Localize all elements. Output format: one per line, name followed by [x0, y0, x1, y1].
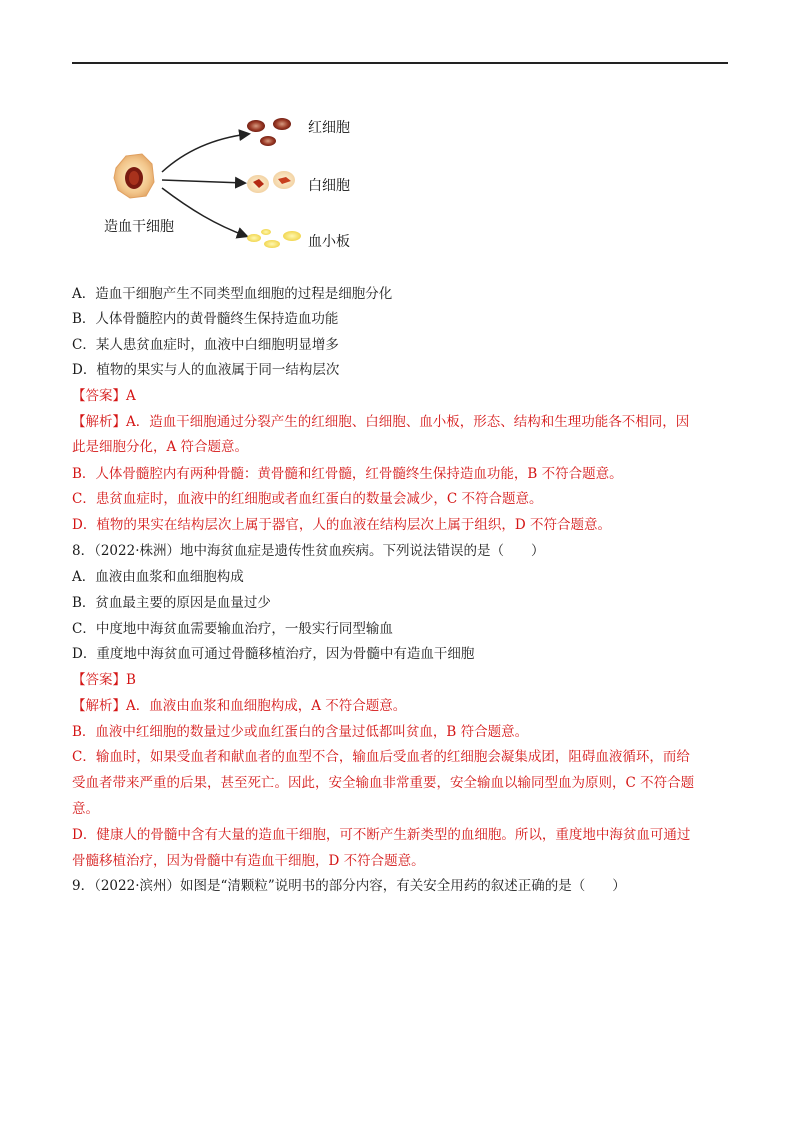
q7-analysis-line: D．植物的果实在结构层次上属于器官，人的血液在结构层次上属于组织，D 不符合题意。: [72, 517, 611, 533]
arrow-to-white: [162, 180, 244, 183]
red-blood-cells: [247, 118, 291, 146]
q7-analysis-line: 此是细胞分化，A 符合题意。: [72, 439, 249, 455]
q8-analysis-line: D．健康人的骨髓中含有大量的造血干细胞，可不断产生新类型的血细胞。所以，重度地中海贫血可通过: [72, 827, 691, 843]
q8-analysis-line: 意。: [72, 801, 99, 817]
differentiation-diagram: [96, 100, 376, 270]
platelet-label: 血小板: [308, 234, 350, 250]
q7-option-b: B．人体骨髓腔内的黄骨髓终生保持造血功能: [72, 311, 339, 327]
q8-option-d: D．重度地中海贫血可通过骨髓移植治疗，因为骨髓中有造血干细胞: [72, 646, 475, 662]
q7-analysis-line: B．人体骨髓腔内有两种骨髓：黄骨髓和红骨髓，红骨髓终生保持造血功能，B 不符合题意。: [72, 466, 623, 482]
blood-cell-differentiation-figure: [96, 100, 376, 270]
arrow-to-platelet: [162, 188, 246, 236]
arrow-to-red: [162, 134, 248, 172]
q8-option-c: C．中度地中海贫血需要输血治疗，一般实行同型输血: [72, 621, 393, 637]
q7-option-d: D．植物的果实与人的血液属于同一结构层次: [72, 362, 340, 378]
q8-analysis-line: 受血者带来严重的后果，甚至死亡。因此，安全输血非常重要，安全输血以输同型血为原则，C 不符合题: [72, 775, 695, 791]
white-blood-cells: [247, 171, 295, 193]
stem-cell: [114, 154, 154, 198]
q7-option-c: C．某人患贫血症时，血液中白细胞明显增多: [72, 337, 339, 353]
q8-analysis-line: C．输血时，如果受血者和献血者的血型不合，输血后受血者的红细胞会凝集成团，阻碍血液循环，而给: [72, 749, 690, 765]
q8-analysis-line: B．血液中红细胞的数量过少或血红蛋白的含量过低都叫贫血，B 符合题意。: [72, 724, 529, 740]
q8-option-a: A．血液由血浆和血细胞构成: [72, 569, 244, 585]
red-cell-label: 红细胞: [308, 120, 350, 136]
header-rule: [72, 62, 728, 64]
q7-analysis-line: C．患贫血症时，血液中的红细胞或者血红蛋白的数量会减少，C 不符合题意。: [72, 491, 543, 507]
q9-stem: 9．（2022·滨州）如图是“清颗粒”说明书的部分内容，有关安全用药的叙述正确的是（ ）: [72, 878, 626, 894]
white-cell-label: 白细胞: [308, 178, 350, 194]
q8-option-b: B．贫血最主要的原因是血量过少: [72, 595, 271, 611]
q7-answer: 【答案】A: [72, 388, 136, 404]
stem-cell-label: 造血干细胞: [104, 219, 174, 235]
platelets: [247, 229, 301, 248]
q8-answer: 【答案】B: [72, 672, 136, 688]
q7-analysis-line: 【解析】A．造血干细胞通过分裂产生的红细胞、白细胞、血小板，形态、结构和生理功能各不相同，因: [72, 414, 690, 430]
q8-analysis-line: 骨髓移植治疗，因为骨髓中有造血干细胞，D 不符合题意。: [72, 853, 425, 869]
q7-option-a: A．造血干细胞产生不同类型血细胞的过程是细胞分化: [72, 286, 393, 302]
q8-stem: 8．（2022·株洲）地中海贫血症是遗传性贫血疾病。下列说法错误的是（ ）: [72, 543, 545, 559]
q8-analysis-line: 【解析】A．血液由血浆和血细胞构成，A 不符合题意。: [72, 698, 407, 714]
